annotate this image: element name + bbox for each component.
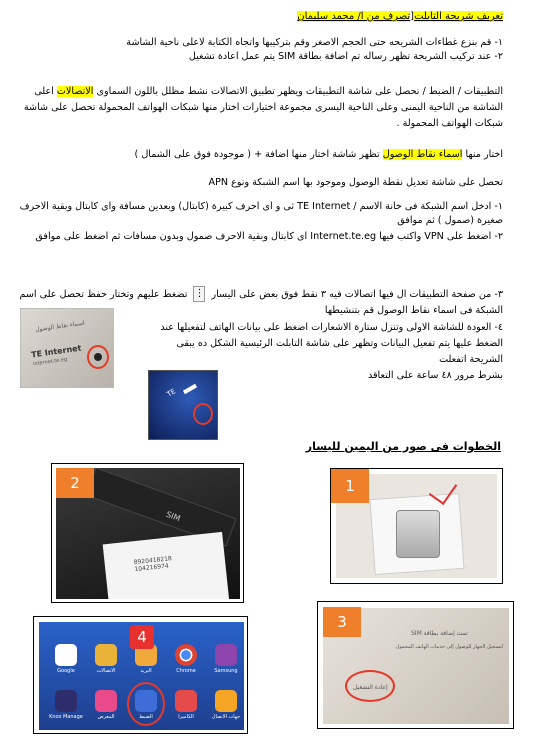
photo-4-frame bbox=[33, 616, 248, 734]
samsung-app-icon bbox=[215, 644, 237, 666]
app-label-8: الضبط bbox=[139, 714, 153, 720]
google-app-icon bbox=[55, 644, 77, 666]
sim-chip-icon bbox=[396, 510, 440, 558]
app-label-1: Google bbox=[57, 668, 75, 674]
apn-highlight: اسماء نقاط الوصول bbox=[382, 149, 463, 160]
photo-3-frame bbox=[317, 601, 514, 729]
settings-highlight: الاتصالات bbox=[56, 86, 94, 97]
camera-app-icon bbox=[175, 690, 197, 712]
te-internet-photo bbox=[20, 308, 114, 388]
photo-2-badge: 2 bbox=[56, 468, 94, 498]
chrome-app-icon bbox=[175, 644, 197, 666]
apn-paragraph bbox=[18, 148, 503, 162]
step-3-part1: ٣- من صفحة التطبيقات ال فيها اتصالات فيه ٣ نقط فوق بعض على اليسار bbox=[211, 289, 503, 300]
photo-2-frame bbox=[51, 463, 244, 603]
te-card-line2: TE Internet bbox=[30, 343, 82, 360]
gallery-app-icon bbox=[95, 690, 117, 712]
apn-screen-text: تحصل على شاشة تعديل نقطة الوصول وموجود بها اسم الشبكة ونوع APN bbox=[208, 177, 503, 188]
photo-1-frame bbox=[330, 468, 503, 584]
step-c-4: ٤- العودة للشاشة الاولى وتنزل ستارة الاشعارات اضغط على بيانات الهاتف لتفعيلها عند الضغط عليها يتم تفعيل البيانات وتظهر على شاشة التابلت الرئيسية الشكل ده يبقى الشريحة اتفعلت bbox=[160, 322, 503, 365]
knox-app-icon bbox=[55, 690, 77, 712]
highlight-circle-2 bbox=[193, 403, 213, 425]
app-label-10: جهات الاتصال bbox=[211, 714, 241, 720]
photo-3-badge: 3 bbox=[323, 607, 361, 637]
apn-part1: اختار منها bbox=[465, 149, 503, 160]
sim-added-msg: تمت إضافة بطاقة SIM bbox=[411, 630, 468, 637]
app-label-7: المعرض bbox=[97, 714, 115, 720]
app-label-6: Knox Manage bbox=[49, 714, 83, 720]
step-c-5: بشرط مرور ٤٨ ساعة على التعاقد bbox=[367, 370, 503, 381]
steps-heading: الخطوات فى صور من اليمين لليسار bbox=[305, 440, 501, 453]
contacts-app-icon bbox=[215, 690, 237, 712]
status-bar-photo bbox=[148, 370, 218, 440]
sim-register-msg: لتسجيل الجهاز للوصول إلى خدمات الهاتف المحمول bbox=[395, 644, 503, 650]
step-a-2: ٢- عند تركيب الشريحة تظهر رساله تم اضافة بطاقة SIM يتم عمل اعادة تشغيل bbox=[188, 50, 503, 62]
steps-b bbox=[18, 200, 503, 244]
signal-icon bbox=[183, 384, 197, 394]
step-b-2: ٢- اضغط على VPN واكتب فيها Internet.te.eg اى كابتال وبقية الاحرف صمول وبدون مسافات ثم اضغط على موافق bbox=[35, 231, 503, 242]
signal-text: TE bbox=[165, 387, 178, 399]
step-a-1: ١- قم بنزع غطاءات الشريحه حتى الحجم الاصغر وقم بتركيبها واتجاه الكتابة لاعلى ناحية الشاشة bbox=[126, 37, 503, 48]
etisalat-app-icon bbox=[95, 644, 117, 666]
radio-dot-icon bbox=[94, 353, 102, 361]
steps-a bbox=[18, 36, 503, 63]
title-author: تصرف من ا/ محمد سليمان bbox=[297, 11, 411, 22]
app-label-4: Chrome bbox=[176, 668, 196, 674]
settings-circle bbox=[127, 682, 165, 726]
app-label-3: البريد bbox=[140, 668, 152, 674]
title-bracket: [ bbox=[410, 11, 415, 22]
sim-card-number: 8920418218 104216974 bbox=[133, 555, 173, 574]
restart-text: إعادة التشغيل bbox=[353, 684, 388, 691]
more-options-icon: ⋮ bbox=[193, 286, 205, 302]
step-b-1: ١- ادخل اسم الشبكة فى خانة الاسم / TE Internet ثى و اى احرف كبيرة (كابتال) وبعدين مسافة واى كابتال وبقية الاحرف صغيرة (صمول ) ثم موافق bbox=[19, 201, 503, 226]
restart-circle bbox=[345, 670, 395, 702]
document-title bbox=[23, 10, 503, 24]
title-prefix: تعريف شريحة التابلت bbox=[414, 11, 503, 22]
app-label-2: الاتصالات bbox=[96, 668, 116, 674]
settings-part2: اعلى الشاشة من الناحية اليمنى وعلى الناحية اليسرى مجموعة اختيارات اختار منها شبكات الهواتف المحمولة تحصل على شاشة شبكات الهواتف المحمولة . bbox=[23, 86, 503, 129]
photo-4-badge: 4 bbox=[130, 625, 154, 649]
app-label-5: Samsung bbox=[214, 668, 238, 674]
te-card-line3: internet.te.eg bbox=[32, 356, 68, 368]
te-card-line1: اسماء نقاط الوصول bbox=[34, 319, 86, 334]
settings-part1: التطبيقات / الضبط / نحصل على شاشة التطبيقات ويظهر تطبيق الاتصالات نشط مظلل باللون السماوى bbox=[96, 86, 503, 97]
apn-part2: تظهر شاشة اختار منها اضافة + ( موجودة فوق على الشمال ) bbox=[134, 149, 380, 160]
photo-1-badge: 1 bbox=[331, 469, 369, 503]
app-label-9: الكاميرا bbox=[178, 714, 194, 720]
sim-tray-label: SIM bbox=[164, 509, 182, 524]
step-3-part2: تضغط عليهم وتختار حفظ تحصل على اسم الشبكة فى اسماء نقاط الوصول قم بتنشيطها bbox=[19, 289, 503, 316]
settings-paragraph bbox=[18, 84, 503, 132]
